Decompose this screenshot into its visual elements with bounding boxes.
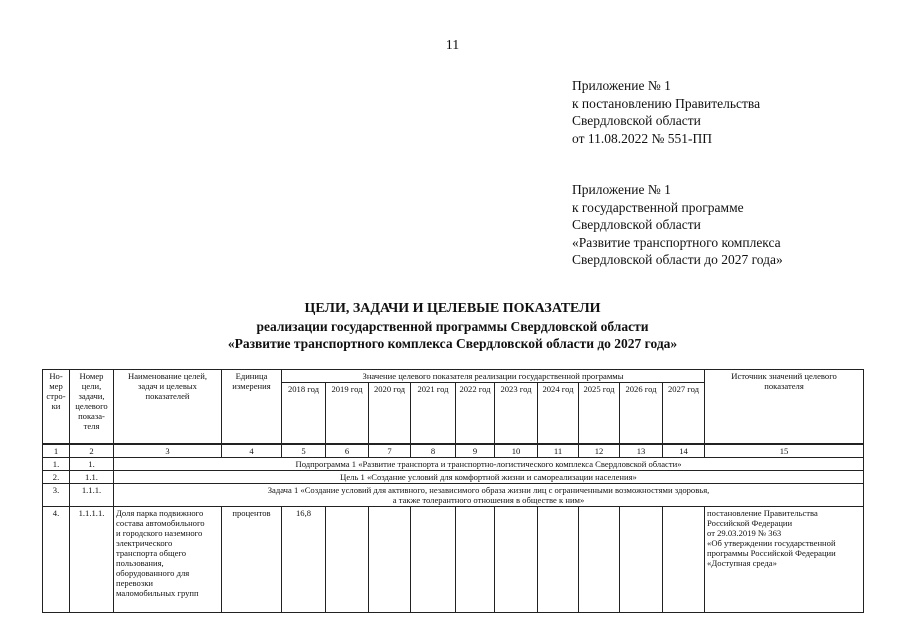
header-year: 2024 год (538, 383, 579, 444)
column-number: 3 (114, 444, 222, 458)
indicator-source-line: программы Российской Федерации (707, 547, 836, 558)
header-text: Единица (235, 371, 268, 381)
table-header-row (43, 370, 864, 383)
row-goal-text: Цель 1 «Создание условий для комфортной жизни и самореализации населения» (114, 470, 864, 483)
column-number: 10 (495, 444, 538, 458)
header-text: показателя (764, 381, 804, 391)
header-text: мер (49, 381, 63, 391)
header-text: Источник значений целевого (731, 371, 837, 381)
indicator-value (411, 506, 456, 612)
indicator-name-line: оборудованного для (116, 567, 190, 578)
column-number: 1 (43, 444, 70, 458)
heading-subtitle: реализации государственной программы Свердловской области (256, 318, 649, 334)
header-row-number (43, 370, 70, 444)
header-year: 2018 год (282, 383, 326, 444)
row-number: 2. (43, 470, 70, 483)
indicator-source (705, 506, 864, 612)
indicator-name-line: пользования, (116, 557, 164, 568)
table-row-subprogram (43, 457, 864, 470)
appendix-program-line: Свердловской области (572, 217, 701, 232)
appendix-decree-line: Приложение № 1 (572, 78, 671, 93)
row-task-line: а также толерантного отношения в обществе к ним» (392, 494, 585, 505)
table-row-indicator (43, 506, 864, 612)
header-year: 2022 год (456, 383, 495, 444)
header-year: 2021 год (411, 383, 456, 444)
header-text: задачи, (78, 391, 105, 401)
header-year: 2027 год (663, 383, 705, 444)
heading-program-name: «Развитие транспортного комплекса Свердловской области до 2027 года» (227, 336, 678, 351)
header-text: Но- (49, 371, 63, 381)
row-subprogram-text: Подпрограмма 1 «Развитие транспорта и транспортно-логистического комплекса Свердловской области» (114, 457, 864, 470)
column-number: 12 (579, 444, 620, 458)
header-text: цели, (81, 381, 102, 391)
header-text: Наименование целей, (128, 371, 207, 381)
indicator-value (369, 506, 411, 612)
header-text: ки (51, 401, 61, 411)
header-item-number (70, 370, 114, 444)
row-code: 1.1. (70, 470, 114, 483)
appendix-program-line: к государственной программе (572, 199, 744, 215)
column-number: 7 (369, 444, 411, 458)
column-number: 5 (282, 444, 326, 458)
indicator-name-line: электрического (116, 537, 173, 548)
indicator-name-line: перевозки (116, 577, 153, 588)
row-task-text (114, 483, 864, 506)
appendix-decree-line: Свердловской области (572, 113, 701, 128)
header-year: 2023 год (495, 383, 538, 444)
column-number: 8 (411, 444, 456, 458)
header-year: 2019 год (326, 383, 369, 444)
header-text: измерения (232, 381, 271, 391)
indicator-source-line: «Доступная среда» (707, 557, 777, 568)
appendix-program-line: Приложение № 1 (572, 182, 671, 197)
indicator-unit: процентов (222, 506, 282, 612)
column-number: 2 (70, 444, 114, 458)
row-code: 1.1.1.1. (70, 506, 114, 612)
indicator-value (579, 506, 620, 612)
indicator-name-line: транспорта общего (116, 547, 186, 558)
row-number: 1. (43, 457, 70, 470)
heading-title: ЦЕЛИ, ЗАДАЧИ И ЦЕЛЕВЫЕ ПОКАЗАТЕЛИ (304, 301, 601, 316)
targets-table (42, 369, 864, 613)
header-year: 2020 год (369, 383, 411, 444)
indicator-name-line: состава автомобильного (116, 517, 205, 528)
header-year: 2025 год (579, 383, 620, 444)
row-code: 1. (70, 457, 114, 470)
indicator-name-line: и городского наземного (116, 527, 203, 538)
row-number: 4. (43, 506, 70, 612)
row-task-line: Задача 1 «Создание условий для активного, независимого образа жизни лиц с ограниченными возможностями здоровья, (267, 484, 710, 495)
indicator-name (114, 506, 222, 612)
appendix-program-block (572, 181, 783, 269)
header-source (705, 370, 864, 444)
row-number: 3. (43, 483, 70, 506)
header-text: целевого (75, 401, 108, 411)
page-number: 11 (445, 38, 460, 53)
header-text: теля (83, 421, 100, 431)
table-row-task (43, 483, 864, 506)
header-text: стро- (46, 391, 66, 401)
indicator-source-line: постановление Правительства (707, 507, 818, 518)
indicator-value (663, 506, 705, 612)
column-number: 9 (456, 444, 495, 458)
header-year: 2026 год (620, 383, 663, 444)
appendix-decree-block (572, 77, 760, 147)
indicator-value: 16,8 (282, 506, 326, 612)
column-number: 4 (222, 444, 282, 458)
indicator-source-line: Российской Федерации (707, 517, 793, 528)
document-heading (0, 300, 905, 353)
indicator-value (326, 506, 369, 612)
row-code: 1.1.1. (70, 483, 114, 506)
indicator-value (538, 506, 579, 612)
indicator-value (495, 506, 538, 612)
header-text: задач и целевых (138, 381, 197, 391)
column-number-row (43, 444, 864, 458)
indicator-source-line: «Об утверждении государственной (707, 537, 836, 548)
appendix-program-line: Свердловской области до 2027 года» (572, 252, 783, 267)
indicator-source-line: от 29.03.2019 № 363 (707, 527, 782, 538)
column-number: 11 (538, 444, 579, 458)
header-text: показа- (78, 411, 105, 421)
header-text: показателей (145, 391, 190, 401)
indicator-name-line: Доля парка подвижного (116, 507, 204, 518)
column-number: 14 (663, 444, 705, 458)
appendix-decree-line: к постановлению Правительства (572, 95, 761, 111)
indicator-value (620, 506, 663, 612)
indicator-name-line: маломобильных групп (116, 587, 199, 598)
header-unit (222, 370, 282, 444)
column-number: 15 (705, 444, 864, 458)
column-number: 13 (620, 444, 663, 458)
header-name (114, 370, 222, 444)
table-row-goal (43, 470, 864, 483)
header-values-group: Значение целевого показателя реализации государственной программы (282, 370, 705, 383)
column-number: 6 (326, 444, 369, 458)
indicator-value (456, 506, 495, 612)
appendix-program-line: «Развитие транспортного комплекса (572, 234, 781, 250)
appendix-decree-line: от 11.08.2022 № 551-ПП (572, 130, 712, 146)
header-text: Номер (79, 371, 104, 381)
